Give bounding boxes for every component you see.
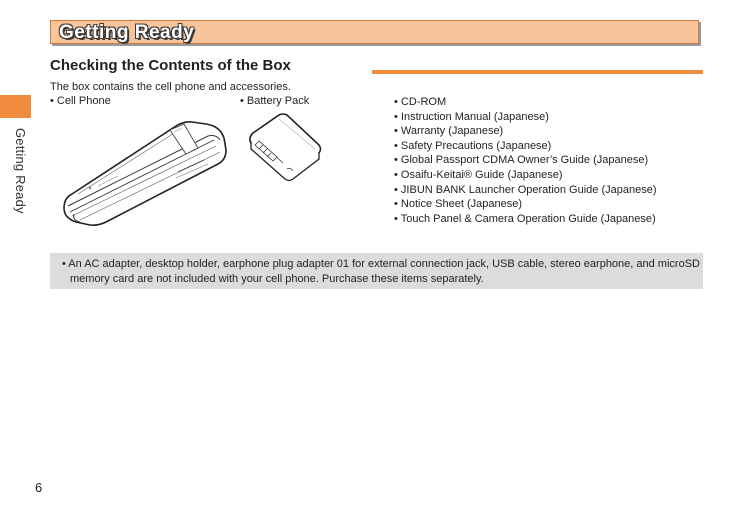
note-text: • An AC adapter, desktop holder, earphone plug adapter 01 for external connection jack, USB cable, stereo earphone, and microSD memory card are not included with your cell phone. Purchase these items separately. [62,258,700,285]
list-item: • CD-ROM [394,95,657,110]
item-battery-pack: • Battery Pack [240,95,310,107]
intro-text: The box contains the cell phone and accessories. [50,81,291,93]
subsection-rule [372,70,703,74]
list-item: • Touch Panel & Camera Operation Guide (Japanese) [394,212,657,227]
list-item: • Instruction Manual (Japanese) [394,110,657,125]
list-item: • Notice Sheet (Japanese) [394,197,657,212]
list-item: • Osaifu-Keitai® Guide (Japanese) [394,168,657,183]
list-item: • Global Passport CDMA Owner’s Guide (Japanese) [394,153,657,168]
page-number: 6 [35,480,43,495]
side-tab-marker [0,95,31,118]
sidebar-label: Getting Ready [13,128,28,214]
list-item: • JIBUN BANK Launcher Operation Guide (Japanese) [394,183,657,198]
section-title: Getting Ready [59,22,195,43]
accessory-list [394,95,657,226]
list-item: • Safety Precautions (Japanese) [394,139,657,154]
note-box [50,253,703,289]
section-title-bar [50,20,699,44]
item-cell-phone: • Cell Phone [50,95,111,107]
list-item: • Warranty (Japanese) [394,124,657,139]
cell-phone-illustration [58,110,228,230]
battery-pack-illustration [245,111,325,186]
subsection-heading: Checking the Contents of the Box [50,57,291,74]
